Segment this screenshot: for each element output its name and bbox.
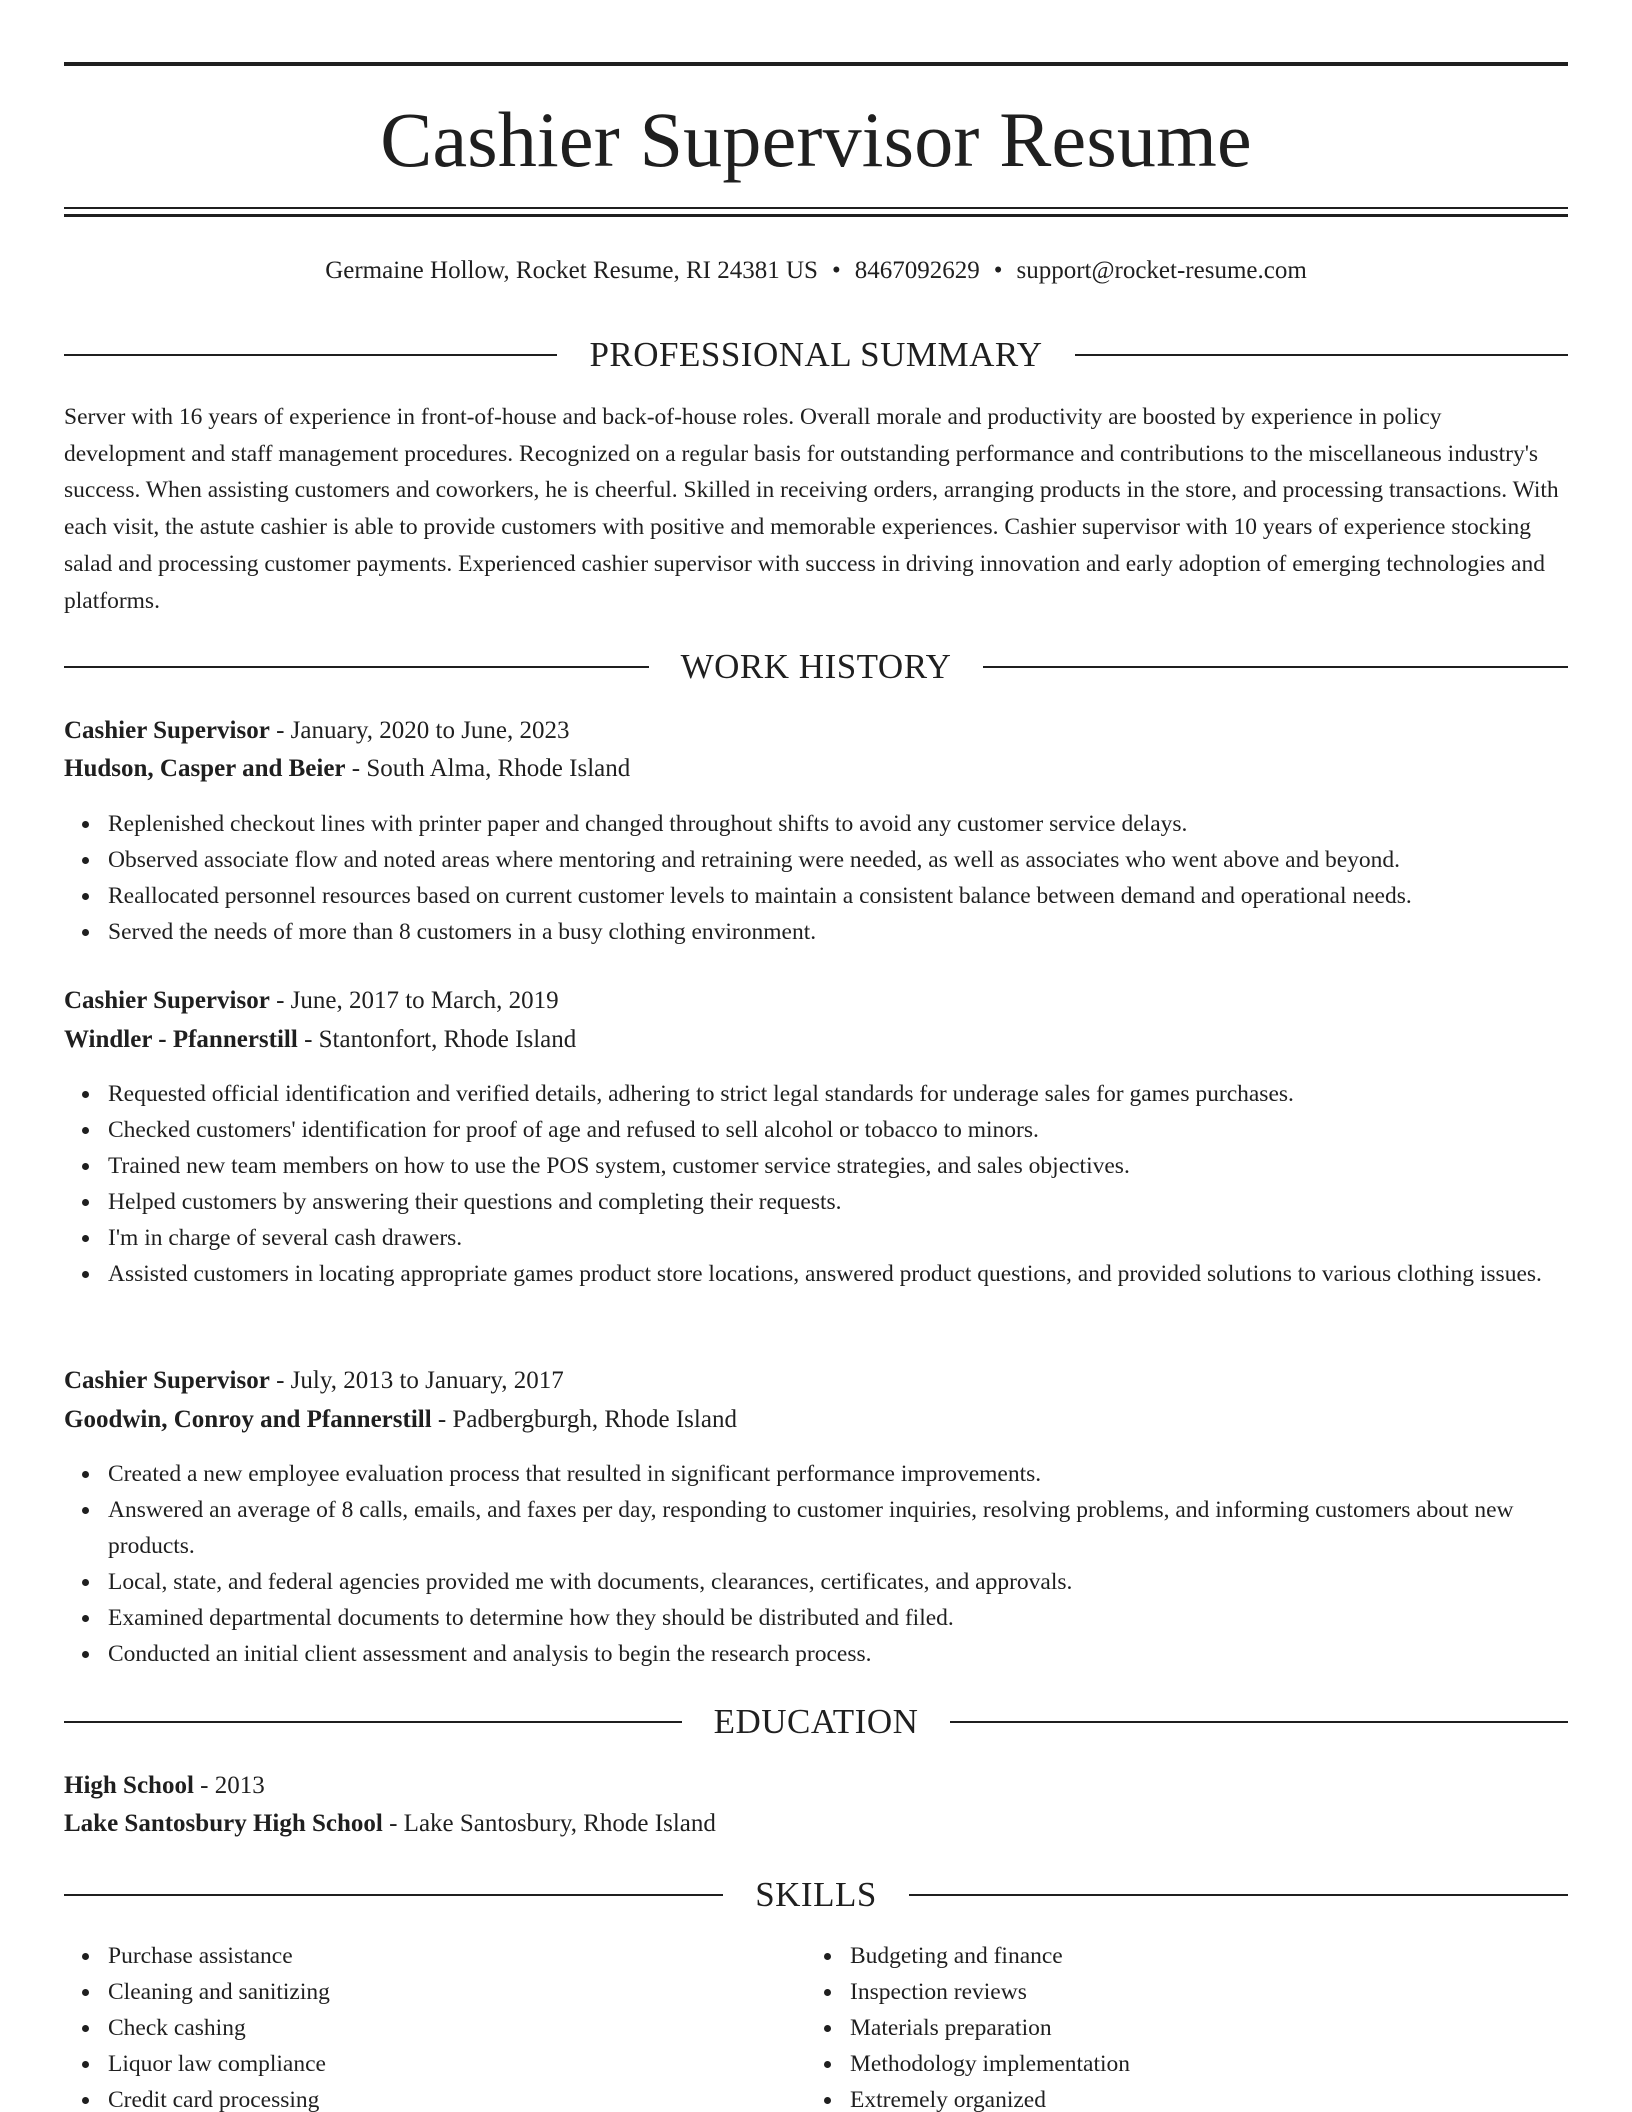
section-title: WORK HISTORY: [680, 647, 952, 686]
contact-email[interactable]: support@rocket-resume.com: [1016, 257, 1307, 284]
skill-item: Extremely organized: [850, 2082, 1506, 2112]
top-rule: [64, 62, 1568, 66]
job-company: Hudson, Casper and Beier: [64, 755, 346, 782]
skill-item: Cleaning and sanitizing: [108, 1974, 764, 2010]
heading-rule: [909, 1894, 1568, 1896]
skill-item: Materials preparation: [850, 2010, 1506, 2046]
education-school: Lake Santosbury High School: [64, 1810, 383, 1837]
skill-item: Methodology implementation: [850, 2046, 1506, 2082]
education-school-line: [64, 1806, 1568, 1842]
job-company: Windler - Pfannerstill: [64, 1026, 298, 1053]
contact-separator: •: [831, 257, 841, 284]
job-company: Goodwin, Conroy and Pfannerstill: [64, 1406, 432, 1433]
job-bullets: [64, 1076, 1568, 1292]
skills-list: [806, 1938, 1506, 2112]
skills-columns: [64, 1938, 1568, 2112]
list-item: Helped customers by answering their questions and completing their requests.: [108, 1184, 1568, 1220]
section-heading-work: [64, 645, 1568, 689]
contact-line: [64, 256, 1568, 286]
list-item: Served the needs of more than 8 customers in a busy clothing environment.: [108, 914, 1568, 950]
job-dates: - June, 2017 to March, 2019: [269, 987, 559, 1014]
job-company-line: [64, 751, 1568, 787]
job-company-line: [64, 1022, 1568, 1058]
list-item: I'm in charge of several cash drawers.: [108, 1220, 1568, 1256]
title-rule-lower: [64, 214, 1568, 217]
heading-rule: [64, 1894, 723, 1896]
job-company-line: [64, 1402, 1568, 1438]
list-item: Answered an average of 8 calls, emails, and faxes per day, responding to customer inquiries, resolving problems, and informing customers about new products.: [108, 1492, 1568, 1564]
job-title: Cashier Supervisor: [64, 717, 270, 744]
job-title: Cashier Supervisor: [64, 1367, 270, 1394]
summary-text: Server with 16 years of experience in front-of-house and back-of-house roles. Overall morale and productivity are boosted by experience in policy development and staff management procedures. Recognized on a regular basis for outstanding performance and contributions to the miscellaneous industry's success. When assisting customers and coworkers, he is cheerful. Skilled in receiving orders, arranging products in the store, and processing transactions. With each visit, the astute cashier is able to provide customers with positive and memorable experiences. Cashier supervisor with 10 years of experience stocking salad and processing customer payments. Experienced cashier supervisor with success in driving innovation and early adoption of emerging technologies and platforms.: [64, 404, 1559, 614]
skill-item: Purchase assistance: [108, 1938, 764, 1974]
list-item: Created a new employee evaluation process that resulted in significant performance improvements.: [108, 1456, 1568, 1492]
section-heading-summary: [64, 333, 1568, 377]
heading-rule: [64, 666, 649, 668]
education-location: - Lake Santosbury, Rhode Island: [382, 1810, 716, 1837]
job-bullets: [64, 806, 1568, 950]
job-title-line: [64, 713, 1568, 749]
contact-phone: 8467092629: [854, 257, 980, 284]
job-title: Cashier Supervisor: [64, 987, 270, 1014]
list-item: Examined departmental documents to determine how they should be distributed and filed.: [108, 1600, 1568, 1636]
heading-rule: [64, 1721, 682, 1723]
job-dates: - January, 2020 to June, 2023: [269, 717, 570, 744]
job-location: - Padbergburgh, Rhode Island: [431, 1406, 737, 1433]
list-item: Observed associate flow and noted areas where mentoring and retraining were needed, as well as associates who went above and beyond.: [108, 842, 1568, 878]
skill-item: Inspection reviews: [850, 1974, 1506, 2010]
job-title-line: [64, 1363, 1568, 1399]
heading-rule: [950, 1721, 1568, 1723]
skill-item: Check cashing: [108, 2010, 764, 2046]
skill-item: Liquor law compliance: [108, 2046, 764, 2082]
skills-list: [64, 1938, 764, 2112]
title-rule-upper: [64, 207, 1568, 209]
list-item: Assisted customers in locating appropriate games product store locations, answered product questions, and provided solutions to various clothing issues.: [108, 1256, 1568, 1292]
job-location: - South Alma, Rhode Island: [345, 755, 631, 782]
job-dates: - July, 2013 to January, 2017: [269, 1367, 564, 1394]
education-year: - 2013: [193, 1772, 265, 1799]
heading-rule: [983, 666, 1568, 668]
list-item: Conducted an initial client assessment and analysis to begin the research process.: [108, 1636, 1568, 1672]
heading-rule: [64, 354, 557, 356]
job-location: - Stantonfort, Rhode Island: [297, 1026, 577, 1053]
list-item: Trained new team members on how to use the POS system, customer service strategies, and sales objectives.: [108, 1148, 1568, 1184]
contact-address: Germaine Hollow, Rocket Resume, RI 24381 US: [325, 257, 818, 284]
skill-item: Credit card processing: [108, 2082, 764, 2112]
list-item: Checked customers' identification for proof of age and refused to sell alcohol or tobacco to minors.: [108, 1112, 1568, 1148]
section-title: PROFESSIONAL SUMMARY: [589, 335, 1043, 374]
education-degree-line: [64, 1768, 1568, 1804]
section-title: EDUCATION: [713, 1702, 919, 1741]
section-heading-education: [64, 1700, 1568, 1744]
contact-separator: •: [993, 257, 1003, 284]
section-title: SKILLS: [755, 1875, 877, 1914]
skill-item: Budgeting and finance: [850, 1938, 1506, 1974]
list-item: Local, state, and federal agencies provided me with documents, clearances, certificates, and approvals.: [108, 1564, 1568, 1600]
page-title: Cashier Supervisor Resume: [380, 96, 1252, 183]
list-item: Reallocated personnel resources based on current customer levels to maintain a consistent balance between demand and operational needs.: [108, 878, 1568, 914]
list-item: Replenished checkout lines with printer paper and changed throughout shifts to avoid any customer service delays.: [108, 806, 1568, 842]
list-item: Requested official identification and verified details, adhering to strict legal standards for underage sales for games purchases.: [108, 1076, 1568, 1112]
education-degree: High School: [64, 1772, 194, 1799]
job-title-line: [64, 983, 1568, 1019]
section-heading-skills: [64, 1873, 1568, 1917]
job-bullets: [64, 1456, 1568, 1672]
heading-rule: [1075, 354, 1568, 356]
